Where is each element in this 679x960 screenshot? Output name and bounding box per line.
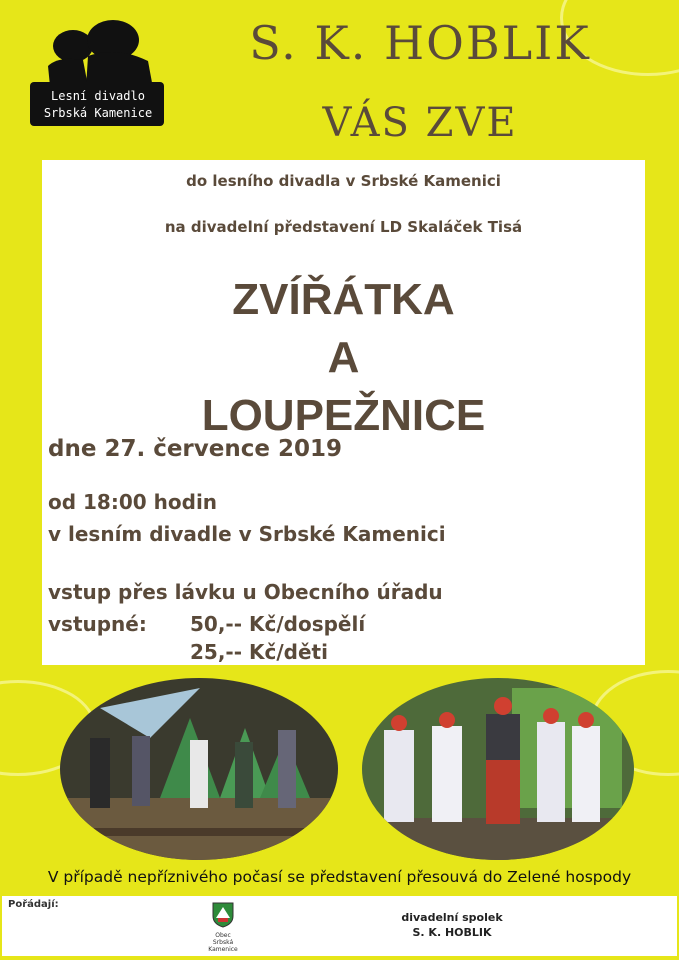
organizers-footer	[2, 896, 677, 956]
crest-line-1: Obec	[215, 932, 231, 939]
municipality-crest	[203, 902, 243, 952]
event-date: dne 27. července 2019	[48, 436, 342, 462]
logo-line-1: Lesní divadlo	[51, 89, 145, 103]
logo-text	[34, 88, 162, 122]
weather-note: V případě nepříznivého počasí se představení přesouvá do Zelené hospody	[47, 868, 632, 886]
theatre-society	[392, 910, 512, 940]
event-time: od 18:00 hodin	[48, 490, 218, 514]
play-title-line-3: LOUPEŽNICE	[201, 391, 486, 440]
fee-child: 25,-- Kč/děti	[190, 640, 328, 664]
invite-line-2: na divadelní představení LD Skaláček Tisá	[164, 218, 523, 236]
organizers-label: Pořádají:	[8, 899, 59, 910]
play-title-line-1: ZVÍŘÁTKA	[232, 275, 455, 324]
logo-line-2: Srbská Kamenice	[43, 106, 153, 120]
spolek-line-2: S. K. HOBLIK	[412, 926, 492, 939]
coat-of-arms-icon	[212, 902, 234, 928]
invite-heading: VÁS ZVE	[322, 100, 518, 146]
fee-adult: 50,-- Kč/dospělí	[190, 612, 366, 636]
theatre-logo	[28, 16, 168, 128]
entry-info: vstup přes lávku u Obecního úřadu	[48, 580, 443, 604]
organizer-title: S. K. HOBLIK	[249, 16, 591, 70]
performance-photo-left	[60, 678, 338, 860]
play-title-line-2: A	[327, 333, 360, 382]
crest-line-2: Srbská Kamenice	[208, 939, 238, 953]
spolek-line-1: divadelní spolek	[401, 911, 503, 924]
invite-line-1: do lesního divadla v Srbské Kamenici	[186, 172, 501, 190]
event-place: v lesním divadle v Srbské Kamenici	[48, 522, 446, 546]
fee-label: vstupné:	[48, 612, 147, 636]
performance-photo-right	[362, 678, 634, 860]
info-panel	[42, 160, 645, 665]
